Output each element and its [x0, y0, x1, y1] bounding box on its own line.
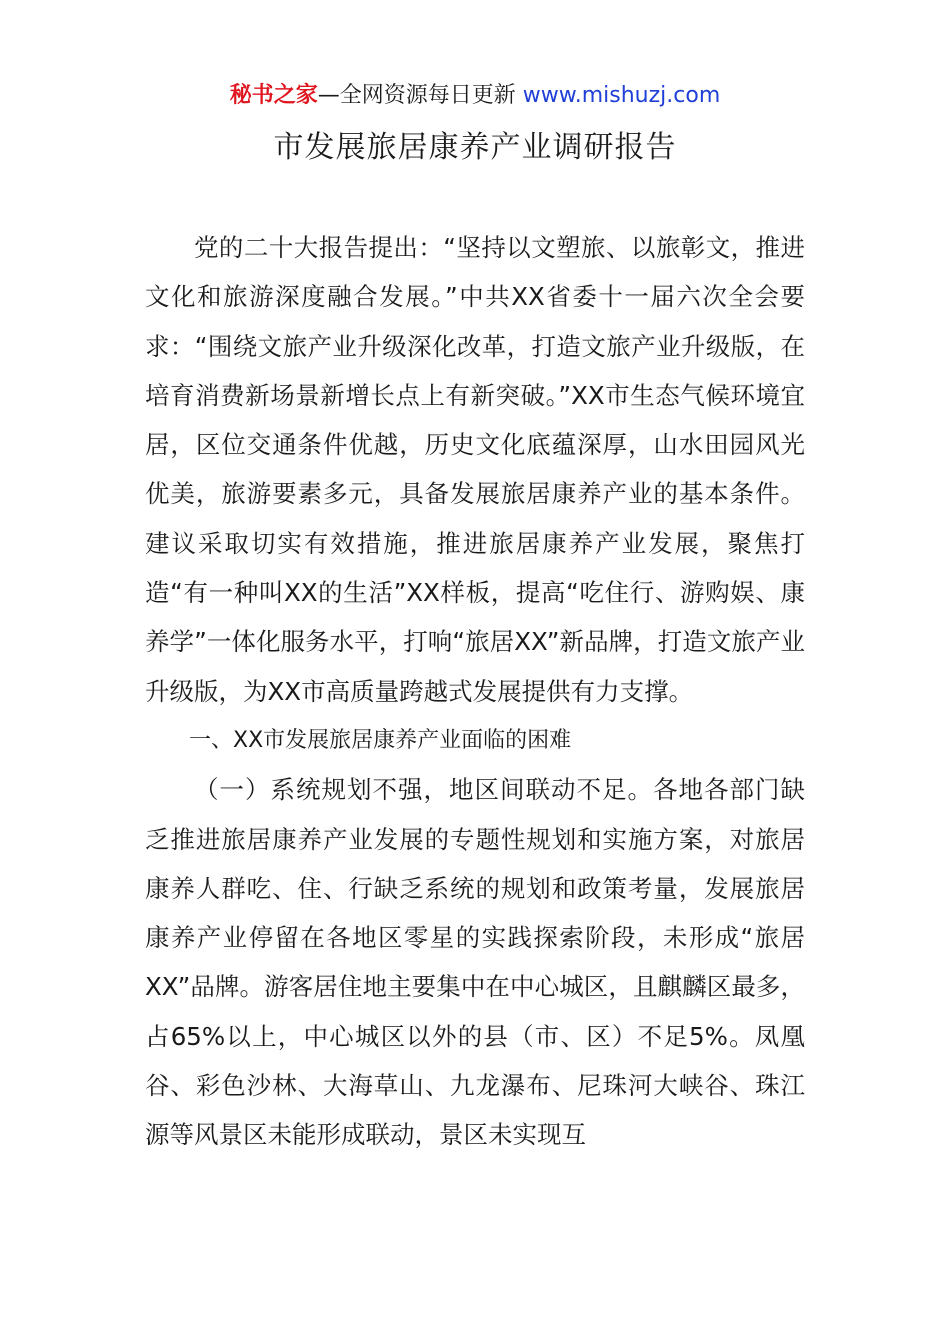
- document-body: [145, 223, 805, 1160]
- site-header: [0, 80, 950, 112]
- site-url-link[interactable]: www.mishuzj.com: [522, 83, 721, 108]
- intro-paragraph: 党的二十大报告提出：“坚持以文塑旅、以旅彰文，推进文化和旅游深度融合发展。”中共XX省委十一届六次全会要求：“围绕文旅产业升级深化改革，打造文旅产业升级版，在培育消费新场景新增长点上有新突破。”XX市生态气候环境宜居，区位交通条件优越，历史文化底蕴深厚，山水田园风光优美，旅游要素多元，具备发展旅居康养产业的基本条件。建议采取切实有效措施，推进旅居康养产业发展，聚焦打造“有一种叫XX的生活”XX样板，提高“吃住行、游购娱、康养学”一体化服务水平，打响“旅居XX”新品牌，打造文旅产业升级版，为XX市高质量跨越式发展提供有力支撑。: [145, 233, 805, 706]
- document-title: 市发展旅居康养产业调研报告: [273, 130, 677, 165]
- site-brand: 秘书之家: [229, 83, 318, 108]
- section-heading: 一、XX市发展旅居康养产业面临的困难: [189, 727, 572, 753]
- site-slogan: —全网资源每日更新: [317, 83, 516, 108]
- section-paragraph: （一）系统规划不强，地区间联动不足。各地各部门缺乏推进旅居康养产业发展的专题性规划和实施方案，对旅居康养人群吃、住、行缺乏系统的规划和政策考量，发展旅居康养产业停留在各地区零星的实践探索阶段，未形成“旅居XX”品牌。游客居住地主要集中在中心城区，且麒麟区最多，占65%以上，中心城区以外的县（市、区）不足5%。凤凰谷、彩色沙林、大海草山、九龙瀑布、尼珠河大峡谷、珠江源等风景区未能形成联动，景区未实现互: [145, 775, 805, 1150]
